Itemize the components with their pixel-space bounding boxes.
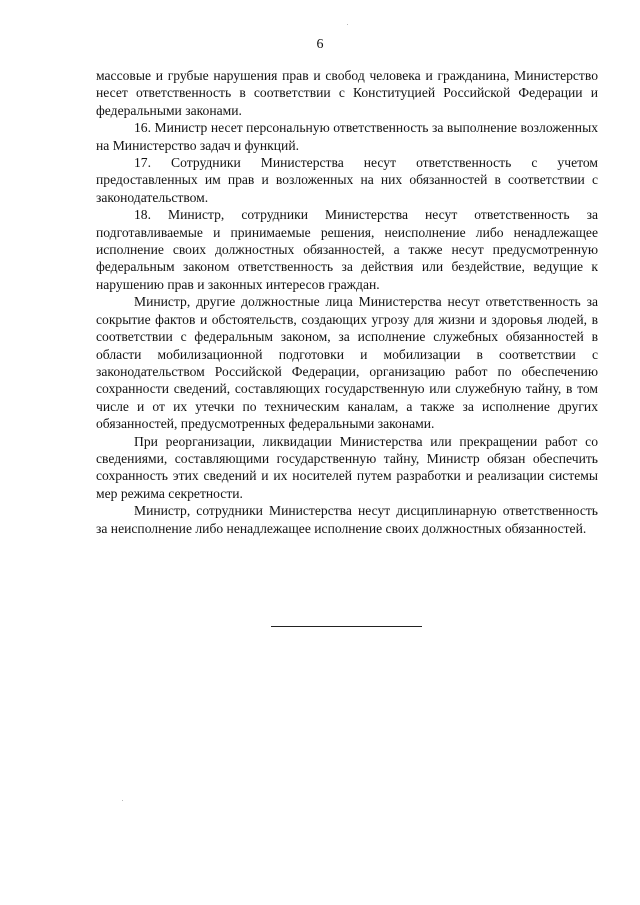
paragraph-continuation: массовые и грубые нарушения прав и свобод человека и гражданина, Министерство несет ответственность в соответствии с Конституцией Российской Федерации и федеральными законами. [96,68,598,118]
scan-speck [347,24,348,25]
paragraph-disciplinary-responsibility: Министр, сотрудники Министерства несут дисциплинарную ответственность за неисполнение либо ненадлежащее исполнение своих должностных обязанностей. [96,503,598,536]
paragraph-item-18: 18. Министр, сотрудники Министерства несут ответственность за подготавливаемые и принимаемые решения, неисполнение либо ненадлежащее исполнение своих должностных обязанностей, а также несут предусмотренную федеральным законом ответственность за действия или бездействие, ведущие к нарушению прав и законных интересов граждан. [96,207,598,292]
paragraph-item-16: 16. Министр несет персональную ответственность за выполнение возложенных на Министерство задач и функций. [96,120,598,153]
paragraph-officials-responsibility: Министр, другие должностные лица Министерства несут ответственность за сокрытие фактов и обстоятельств, создающих угрозу для жизни и здоровья людей, в соответствии с федеральным законом, за исполнение служебных обязанностей в области мобилизационной подготовки и мобилизации в соответствии с законодательством Российской Федерации, организацию работ по обеспечению сохранности сведений, составляющих государственную или служебную тайну, в том числе и от их утечки по техническим каналам, а также за исполнение других обязанностей, предусмотренных федеральными законами. [96,294,598,432]
paragraph-reorganization: При реорганизации, ликвидации Министерства или прекращении работ со сведениями, составляющими государственную тайну, Министр обязан обеспечить сохранность этих сведений и их носителей путем разработки и реализации системы мер режима секретности. [96,433,598,501]
page-number: 6 [316,37,324,52]
scan-speck [122,800,123,801]
document-body [96,67,598,537]
end-of-document-rule [271,626,422,627]
paragraph-item-17: 17. Сотрудники Министерства несут ответственность с учетом предоставленных им прав и возложенных на них обязанностей в соответствии с законодательством. [96,155,598,205]
